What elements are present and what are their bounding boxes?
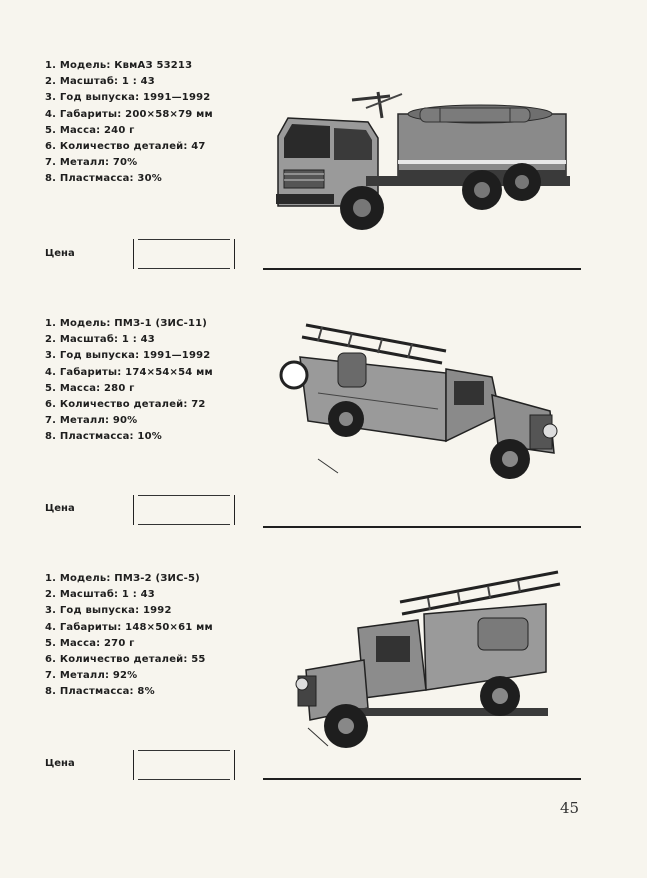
spec-parts: 6. Количество деталей: 47 — [45, 141, 206, 153]
spec-parts: 6. Количество деталей: 55 — [45, 654, 206, 666]
catalog-entry-2 — [0, 258, 647, 514]
spec-scale: 2. Масштаб: 1 : 43 — [45, 334, 155, 346]
spec-mass: 5. Масса: 240 г — [45, 124, 135, 136]
pmz1-fire-engine-image — [278, 313, 570, 483]
spec-plastic: 8. Пластмасса: 30% — [45, 173, 162, 185]
spec-model: 1. Модель: ПМЗ-2 (ЗИС-5) — [45, 573, 200, 584]
spec-year: 3. Год выпуска: 1992 — [45, 605, 172, 617]
spec-list — [45, 571, 213, 701]
spec-list — [45, 316, 213, 446]
spec-scale: 2. Масштаб: 1 : 43 — [45, 76, 155, 88]
spec-list — [45, 58, 213, 188]
page-number: 45 — [560, 799, 580, 817]
kamaz-tanker-truck-image — [270, 78, 580, 240]
price-label: Цена — [45, 758, 75, 769]
spec-metal: 7. Металл: 92% — [45, 670, 138, 682]
spec-plastic: 8. Пластмасса: 10% — [45, 431, 162, 443]
spec-year: 3. Год выпуска: 1991—1992 — [45, 92, 211, 104]
spec-dimensions: 4. Габариты: 148×50×61 мм — [45, 621, 213, 633]
spec-dimensions: 4. Габариты: 200×58×79 мм — [45, 108, 213, 120]
spec-dimensions: 4. Габариты: 174×54×54 мм — [45, 366, 213, 378]
catalog-entry-1 — [0, 0, 647, 259]
price-box — [133, 750, 235, 780]
pmz2-fire-engine-image — [288, 568, 566, 758]
divider-rule — [263, 778, 581, 780]
price-label: Цена — [45, 248, 75, 259]
spec-scale: 2. Масштаб: 1 : 43 — [45, 589, 155, 601]
spec-metal: 7. Металл: 90% — [45, 415, 138, 427]
price-label: Цена — [45, 503, 75, 514]
spec-model: 1. Модель: ПМЗ-1 (ЗИС-11) — [45, 318, 208, 329]
spec-mass: 5. Масса: 270 г — [45, 637, 135, 649]
spec-mass: 5. Масса: 280 г — [45, 382, 135, 394]
spec-metal: 7. Металл: 70% — [45, 157, 138, 169]
spec-plastic: 8. Пластмасса: 8% — [45, 686, 155, 698]
catalog-entry-3 — [0, 513, 647, 769]
spec-year: 3. Год выпуска: 1991—1992 — [45, 350, 211, 362]
spec-model: 1. Модель: КвмАЗ 53213 — [45, 60, 193, 71]
spec-parts: 6. Количество деталей: 72 — [45, 399, 206, 411]
